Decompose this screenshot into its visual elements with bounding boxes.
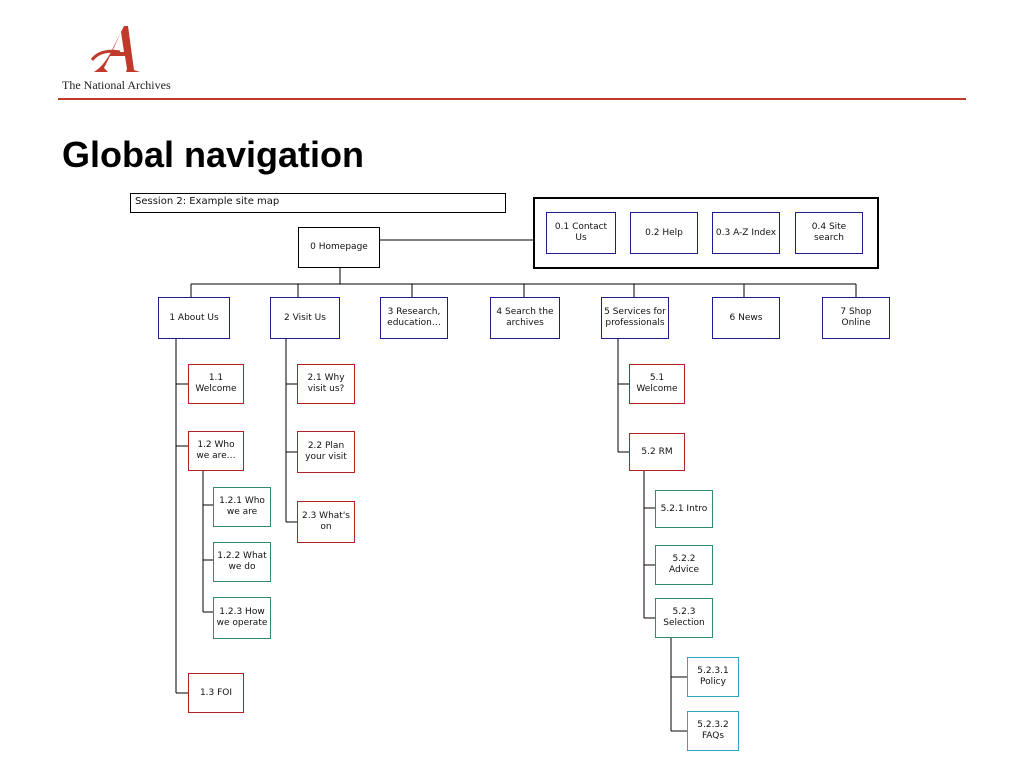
node-whats-on: 2.3 What's on xyxy=(297,501,355,543)
node-rm-advice: 5.2.2 Advice xyxy=(655,545,713,585)
node-shop-online: 7 Shop Online xyxy=(822,297,890,339)
node-a-z-index: 0.3 A-Z Index xyxy=(712,212,780,254)
node-about-us: 1 About Us xyxy=(158,297,230,339)
node-why-visit-us: 2.1 Why visit us? xyxy=(297,364,355,404)
node-search-the-archives: 4 Search the archives xyxy=(490,297,560,339)
page-title: Global navigation xyxy=(62,134,365,175)
node-contact-us: 0.1 Contact Us xyxy=(546,212,616,254)
node-visit-us: 2 Visit Us xyxy=(270,297,340,339)
node-what-we-do: 1.2.2 What we do xyxy=(213,542,271,582)
node-how-we-operate: 1.2.3 How we operate xyxy=(213,597,271,639)
node-rm-intro: 5.2.1 Intro xyxy=(655,490,713,528)
node-rm-selection: 5.2.3 Selection xyxy=(655,598,713,638)
node-help: 0.2 Help xyxy=(630,212,698,254)
node-rm: 5.2 RM xyxy=(629,433,685,471)
organisation-name: The National Archives xyxy=(62,78,171,92)
node-who-we-are-section: 1.2 Who we are… xyxy=(188,431,244,471)
node-who-we-are: 1.2.1 Who we are xyxy=(213,487,271,527)
node-site-search: 0.4 Site search xyxy=(795,212,863,254)
node-news: 6 News xyxy=(712,297,780,339)
node-homepage: 0 Homepage xyxy=(298,227,380,268)
sitemap-caption: Session 2: Example site map xyxy=(130,193,506,213)
node-foi: 1.3 FOI xyxy=(188,673,244,713)
node-services-for-professionals: 5 Services for professionals xyxy=(601,297,669,339)
node-research-education: 3 Research, education… xyxy=(380,297,448,339)
node-policy: 5.2.3.1 Policy xyxy=(687,657,739,697)
node-about-welcome: 1.1 Welcome xyxy=(188,364,244,404)
node-faqs: 5.2.3.2 FAQs xyxy=(687,711,739,751)
node-services-welcome: 5.1 Welcome xyxy=(629,364,685,404)
node-plan-your-visit: 2.2 Plan your visit xyxy=(297,431,355,473)
